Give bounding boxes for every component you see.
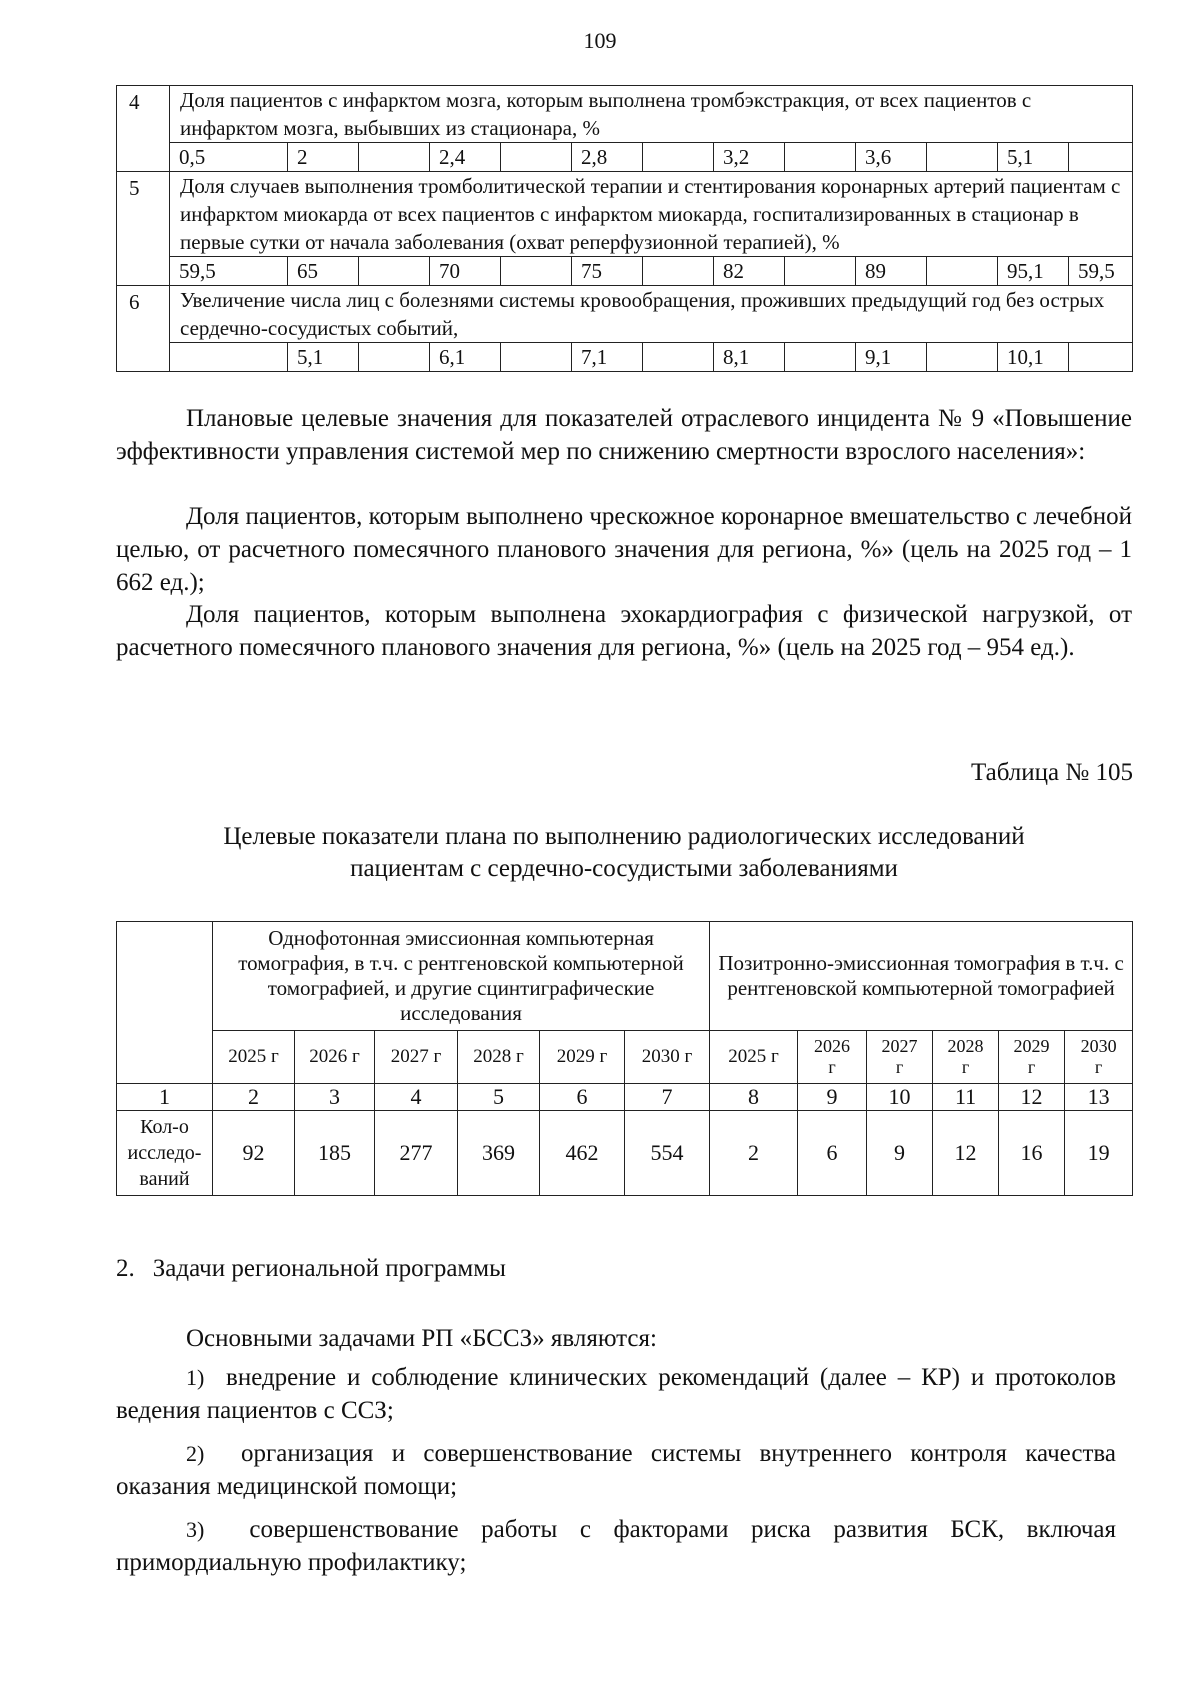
value-cell: 369 (458, 1111, 540, 1196)
indicator-description: Увеличение числа лиц с болезнями системы кровообращения, проживших предыдущий год без острых сердечно-сосудистых событий, (170, 286, 1133, 343)
indicator-number: 5 (117, 172, 170, 286)
section-heading (116, 1255, 506, 1283)
indicator-value-cell (501, 257, 572, 286)
header-empty-cell (117, 922, 213, 1084)
year-number: 2028 (947, 1036, 984, 1056)
column-index-cell: 10 (867, 1084, 933, 1111)
indicator-value-cell: 5,1 (288, 343, 359, 372)
task-list (116, 1361, 1132, 1589)
indicator-value-cell: 5,1 (998, 143, 1069, 172)
year-header-spect: 2028 г (458, 1031, 540, 1084)
indicator-value-cell (785, 257, 856, 286)
year-header-pet: 2025 г (710, 1031, 798, 1084)
value-cell: 462 (540, 1111, 625, 1196)
indicator-value-cell: 82 (714, 257, 785, 286)
value-cell: 2 (710, 1111, 798, 1196)
indicator-value-cell (643, 143, 714, 172)
paragraph-text: Плановые целевые значения для показателей отраслевого инцидента № 9 «Повышение эффективности управления системой мер по снижению смертности взрослого населения»: (116, 405, 1132, 465)
indicator-value-cell: 0,5 (170, 143, 288, 172)
indicator-value-cell (501, 143, 572, 172)
column-index-cell: 8 (710, 1084, 798, 1111)
indicator-value-cell (1069, 343, 1133, 372)
row-label-line: ваний (139, 1168, 190, 1190)
radiology-table (116, 921, 1133, 1196)
group-header-pet: Позитронно-эмиссионная томография в т.ч. с рентгеновской компьютерной томографией (710, 922, 1133, 1031)
indicator-row (117, 286, 1133, 343)
task-item (116, 1437, 1132, 1503)
year-number: 2026 (814, 1036, 851, 1056)
table-title-line2: пациентам с сердечно-сосудистыми заболеваниями (350, 855, 898, 882)
year-suffix: г (828, 1057, 836, 1077)
year-suffix: г (1094, 1057, 1103, 1077)
value-cell: 6 (798, 1111, 867, 1196)
task-number: 1) (186, 1365, 205, 1390)
value-cell: 19 (1065, 1111, 1133, 1196)
table-title (116, 821, 1132, 885)
indicator-value-cell: 7,1 (572, 343, 643, 372)
column-index-cell: 3 (295, 1084, 375, 1111)
value-cell: 12 (933, 1111, 999, 1196)
value-cell: 16 (999, 1111, 1065, 1196)
indicator-description: Доля пациентов с инфарктом мозга, которым выполнена тромбэкстракция, от всех пациентов с инфарктом мозга, выбывших из стационара, % (170, 86, 1133, 143)
year-header-spect: 2030 г (625, 1031, 710, 1084)
indicator-value-cell: 89 (856, 257, 927, 286)
indicator-value-cell (501, 343, 572, 372)
indicator-value-cell: 59,5 (1069, 257, 1133, 286)
indicator-value-cell: 95,1 (998, 257, 1069, 286)
task-item (116, 1513, 1132, 1579)
indicator-value-cell: 3,6 (856, 143, 927, 172)
year-header-pet (798, 1031, 867, 1084)
indicator-value-cell (643, 257, 714, 286)
table-number: Таблица № 105 (970, 759, 1133, 786)
year-number: 2027 (881, 1036, 918, 1056)
indicator-value-cell: 10,1 (998, 343, 1069, 372)
column-index-cell: 2 (213, 1084, 295, 1111)
value-cell: 92 (213, 1111, 295, 1196)
indicator-value-cell (1069, 143, 1133, 172)
paragraph-pci (116, 500, 1132, 599)
year-suffix: г (1027, 1057, 1036, 1077)
indicator-row (117, 86, 1133, 143)
row-label-line: исследо- (127, 1142, 202, 1164)
indicator-value-cell (927, 143, 998, 172)
year-header-pet (933, 1031, 999, 1084)
year-header-spect: 2026 г (295, 1031, 375, 1084)
value-cell: 554 (625, 1111, 710, 1196)
year-number: 2029 (1013, 1036, 1050, 1056)
indicator-value-cell: 2,4 (430, 143, 501, 172)
indicator-value-cell: 3,2 (714, 143, 785, 172)
paragraph-text: Доля пациентов, которым выполнено чрескожное коронарное вмешательство с лечебной целью, от расчетного помесячного планового значения для региона, %» (цель на 2025 год – 1 662 ед.); (116, 503, 1132, 596)
indicator-number: 4 (117, 86, 170, 172)
task-number: 2) (186, 1441, 205, 1466)
indicator-value-cell (643, 343, 714, 372)
task-item (116, 1361, 1132, 1427)
year-header-pet (1065, 1031, 1133, 1084)
section-heading-text: Задачи региональной программы (152, 1255, 506, 1282)
indicator-values-row (117, 143, 1133, 172)
column-index-cell: 9 (798, 1084, 867, 1111)
indicator-value-cell: 8,1 (714, 343, 785, 372)
year-header-spect: 2029 г (540, 1031, 625, 1084)
indicator-value-cell: 70 (430, 257, 501, 286)
indicator-value-cell: 59,5 (170, 257, 288, 286)
table-title-line1: Целевые показатели плана по выполнению радиологических исследований (223, 823, 1025, 850)
column-index-cell: 1 (117, 1084, 213, 1111)
indicator-number: 6 (117, 286, 170, 372)
indicator-description: Доля случаев выполнения тромболитической терапии и стентирования коронарных артерий пациентам с инфарктом миокарда от всех пациентов с инфарктом миокарда, госпитализированных в стационар в первые сутки от начала заболевания (охват реперфузионной терапией), % (170, 172, 1133, 257)
column-index-cell: 5 (458, 1084, 540, 1111)
value-cell: 277 (375, 1111, 458, 1196)
indicator-value-cell (359, 343, 430, 372)
indicator-value-cell: 2,8 (572, 143, 643, 172)
year-suffix: г (895, 1057, 904, 1077)
year-header-pet (999, 1031, 1065, 1084)
year-suffix: г (961, 1057, 970, 1077)
column-index-cell: 6 (540, 1084, 625, 1111)
task-number: 3) (186, 1517, 205, 1542)
paragraph-targets (116, 402, 1132, 468)
column-index-cell: 12 (999, 1084, 1065, 1111)
year-number: 2030 (1080, 1036, 1117, 1056)
indicator-value-cell (359, 257, 430, 286)
row-label (117, 1111, 213, 1196)
indicator-row (117, 172, 1133, 257)
paragraph-text: Доля пациентов, которым выполнена эхокардиография с физической нагрузкой, от расчетного помесячного планового значения для региона, %» (цель на 2025 год – 954 ед.). (116, 601, 1132, 661)
year-header-spect: 2025 г (213, 1031, 295, 1084)
value-cell: 9 (867, 1111, 933, 1196)
indicator-values-row (117, 343, 1133, 372)
task-text: организация и совершенствование системы внутреннего контроля качества оказания медицинской помощи; (116, 1440, 1116, 1500)
indicator-value-cell (927, 343, 998, 372)
indicator-value-cell: 6,1 (430, 343, 501, 372)
value-cell: 185 (295, 1111, 375, 1196)
column-index-cell: 11 (933, 1084, 999, 1111)
indicator-value-cell: 9,1 (856, 343, 927, 372)
year-header-spect: 2027 г (375, 1031, 458, 1084)
indicator-value-cell (359, 143, 430, 172)
indicator-value-cell (170, 343, 288, 372)
indicators-table (116, 85, 1133, 372)
indicator-values-row (117, 257, 1133, 286)
indicator-value-cell: 65 (288, 257, 359, 286)
page-number: 109 (583, 28, 617, 53)
task-text: внедрение и соблюдение клинических рекомендаций (далее – КР) и протоколов ведения пациентов с ССЗ; (116, 1364, 1117, 1424)
row-label-line: Кол-о (140, 1116, 189, 1138)
section-heading-number: 2. (116, 1255, 135, 1282)
column-index-cell: 13 (1065, 1084, 1133, 1111)
section-intro (116, 1322, 1132, 1355)
column-index-cell: 4 (375, 1084, 458, 1111)
group-header-spect: Однофотонная эмиссионная компьютерная томография, в т.ч. с рентгеновской компьютерной томографией, и другие сцинтиграфические исследования (213, 922, 710, 1031)
indicator-value-cell: 75 (572, 257, 643, 286)
indicator-value-cell (927, 257, 998, 286)
year-header-pet (867, 1031, 933, 1084)
indicator-value-cell (785, 143, 856, 172)
indicator-value-cell (785, 343, 856, 372)
task-text: совершенствование работы с факторами риска развития БСК, включая примордиальную профилактику; (116, 1516, 1116, 1576)
column-index-cell: 7 (625, 1084, 710, 1111)
section-intro-text: Основными задачами РП «БССЗ» являются: (186, 1325, 657, 1352)
paragraph-echo (116, 598, 1132, 664)
indicator-value-cell: 2 (288, 143, 359, 172)
